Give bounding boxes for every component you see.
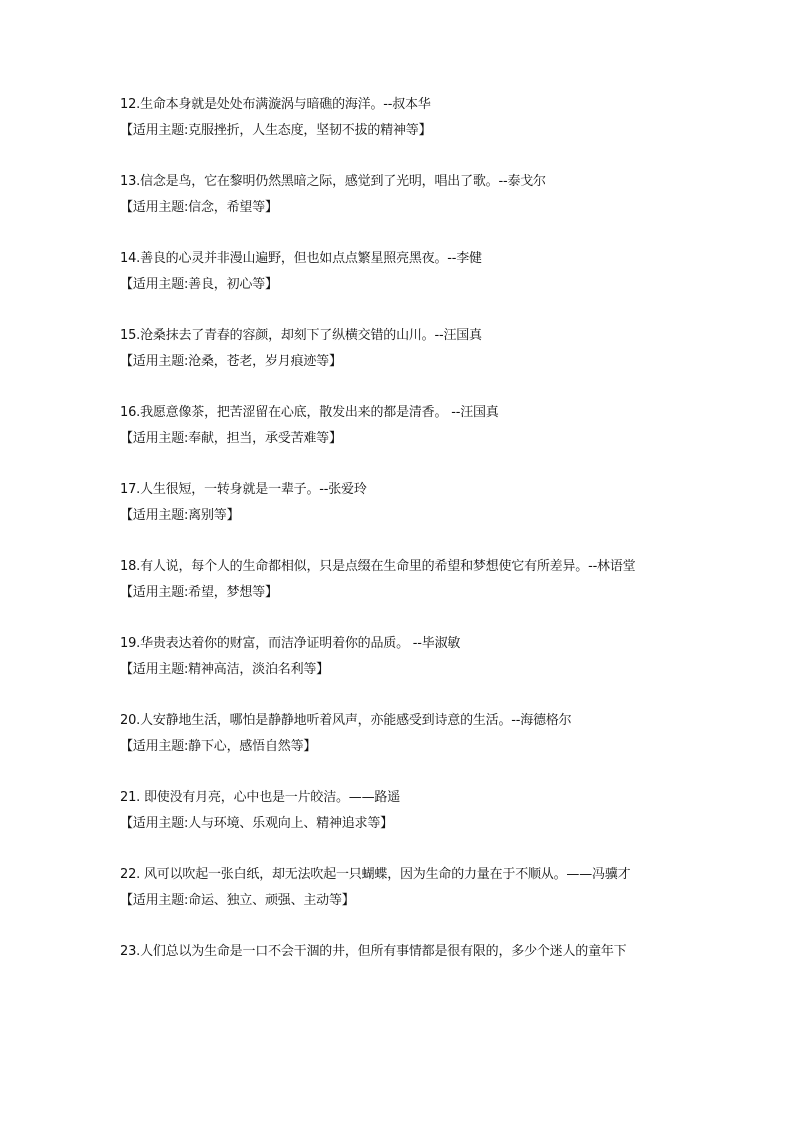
quote-entry-13 (120, 169, 680, 221)
quote-text: 12.生命本身就是处处布满漩涡与暗礁的海洋。--叔本华 (120, 97, 431, 112)
quote-text: 14.善良的心灵并非漫山遍野，但也如点点繁星照亮黑夜。--李健 (120, 251, 482, 266)
theme-text: 【适用主题:奉献，担当，承受苦难等】 (120, 431, 342, 446)
quote-text: 13.信念是鸟，它在黎明仍然黑暗之际，感觉到了光明，唱出了歌。--泰戈尔 (120, 174, 546, 189)
theme-text: 【适用主题:人与环境、乐观向上、精神追求等】 (120, 816, 393, 831)
theme-text: 【适用主题:信念，希望等】 (120, 200, 278, 215)
quote-entry-17 (120, 477, 680, 529)
quote-entry-15 (120, 323, 680, 375)
quote-text: 15.沧桑抹去了青春的容颜，却刻下了纵横交错的山川。--汪国真 (120, 328, 482, 343)
quote-entry-12 (120, 92, 680, 144)
quote-entry-20 (120, 708, 680, 760)
theme-text: 【适用主题:善良，初心等】 (120, 277, 278, 292)
quote-entry-22 (120, 862, 680, 914)
quote-entry-18 (120, 554, 680, 606)
quote-entry-23 (120, 939, 680, 965)
quote-text: 17.人生很短，一转身就是一辈子。--张爱玲 (120, 482, 367, 497)
quote-text: 19.华贵表达着你的财富，而洁净证明着你的品质。 --毕淑敏 (120, 636, 461, 651)
theme-text: 【适用主题:希望，梦想等】 (120, 585, 278, 600)
quote-entry-16 (120, 400, 680, 452)
theme-text: 【适用主题:离别等】 (120, 508, 240, 523)
quote-list (120, 92, 680, 990)
theme-text: 【适用主题:静下心，感悟自然等】 (120, 739, 317, 754)
theme-text: 【适用主题:命运、独立、顽强、主动等】 (120, 893, 355, 908)
theme-text: 【适用主题:精神高洁，淡泊名利等】 (120, 662, 329, 677)
quote-text-partial: 23.人们总以为生命是一口不会干涸的井，但所有事情都是很有限的，多少个迷人的童年下 (120, 944, 627, 959)
quote-text: 18.有人说，每个人的生命都相似，只是点缀在生命里的希望和梦想使它有所差异。--林语堂 (120, 559, 636, 574)
theme-text: 【适用主题:克服挫折，人生态度，坚韧不拔的精神等】 (120, 123, 432, 138)
theme-text: 【适用主题:沧桑，苍老，岁月痕迹等】 (120, 354, 342, 369)
quote-text: 22. 风可以吹起一张白纸，却无法吹起一只蝴蝶，因为生命的力量在于不顺从。——冯骥才 (120, 867, 631, 882)
quote-entry-21 (120, 785, 680, 837)
quote-text: 21. 即使没有月亮，心中也是一片皎洁。——路遥 (120, 790, 401, 805)
quote-text: 16.我愿意像茶，把苦涩留在心底，散发出来的都是清香。 --汪国真 (120, 405, 499, 420)
quote-entry-19 (120, 631, 680, 683)
quote-text: 20.人安静地生活，哪怕是静静地听着风声，亦能感受到诗意的生活。--海德格尔 (120, 713, 572, 728)
quote-entry-14 (120, 246, 680, 298)
